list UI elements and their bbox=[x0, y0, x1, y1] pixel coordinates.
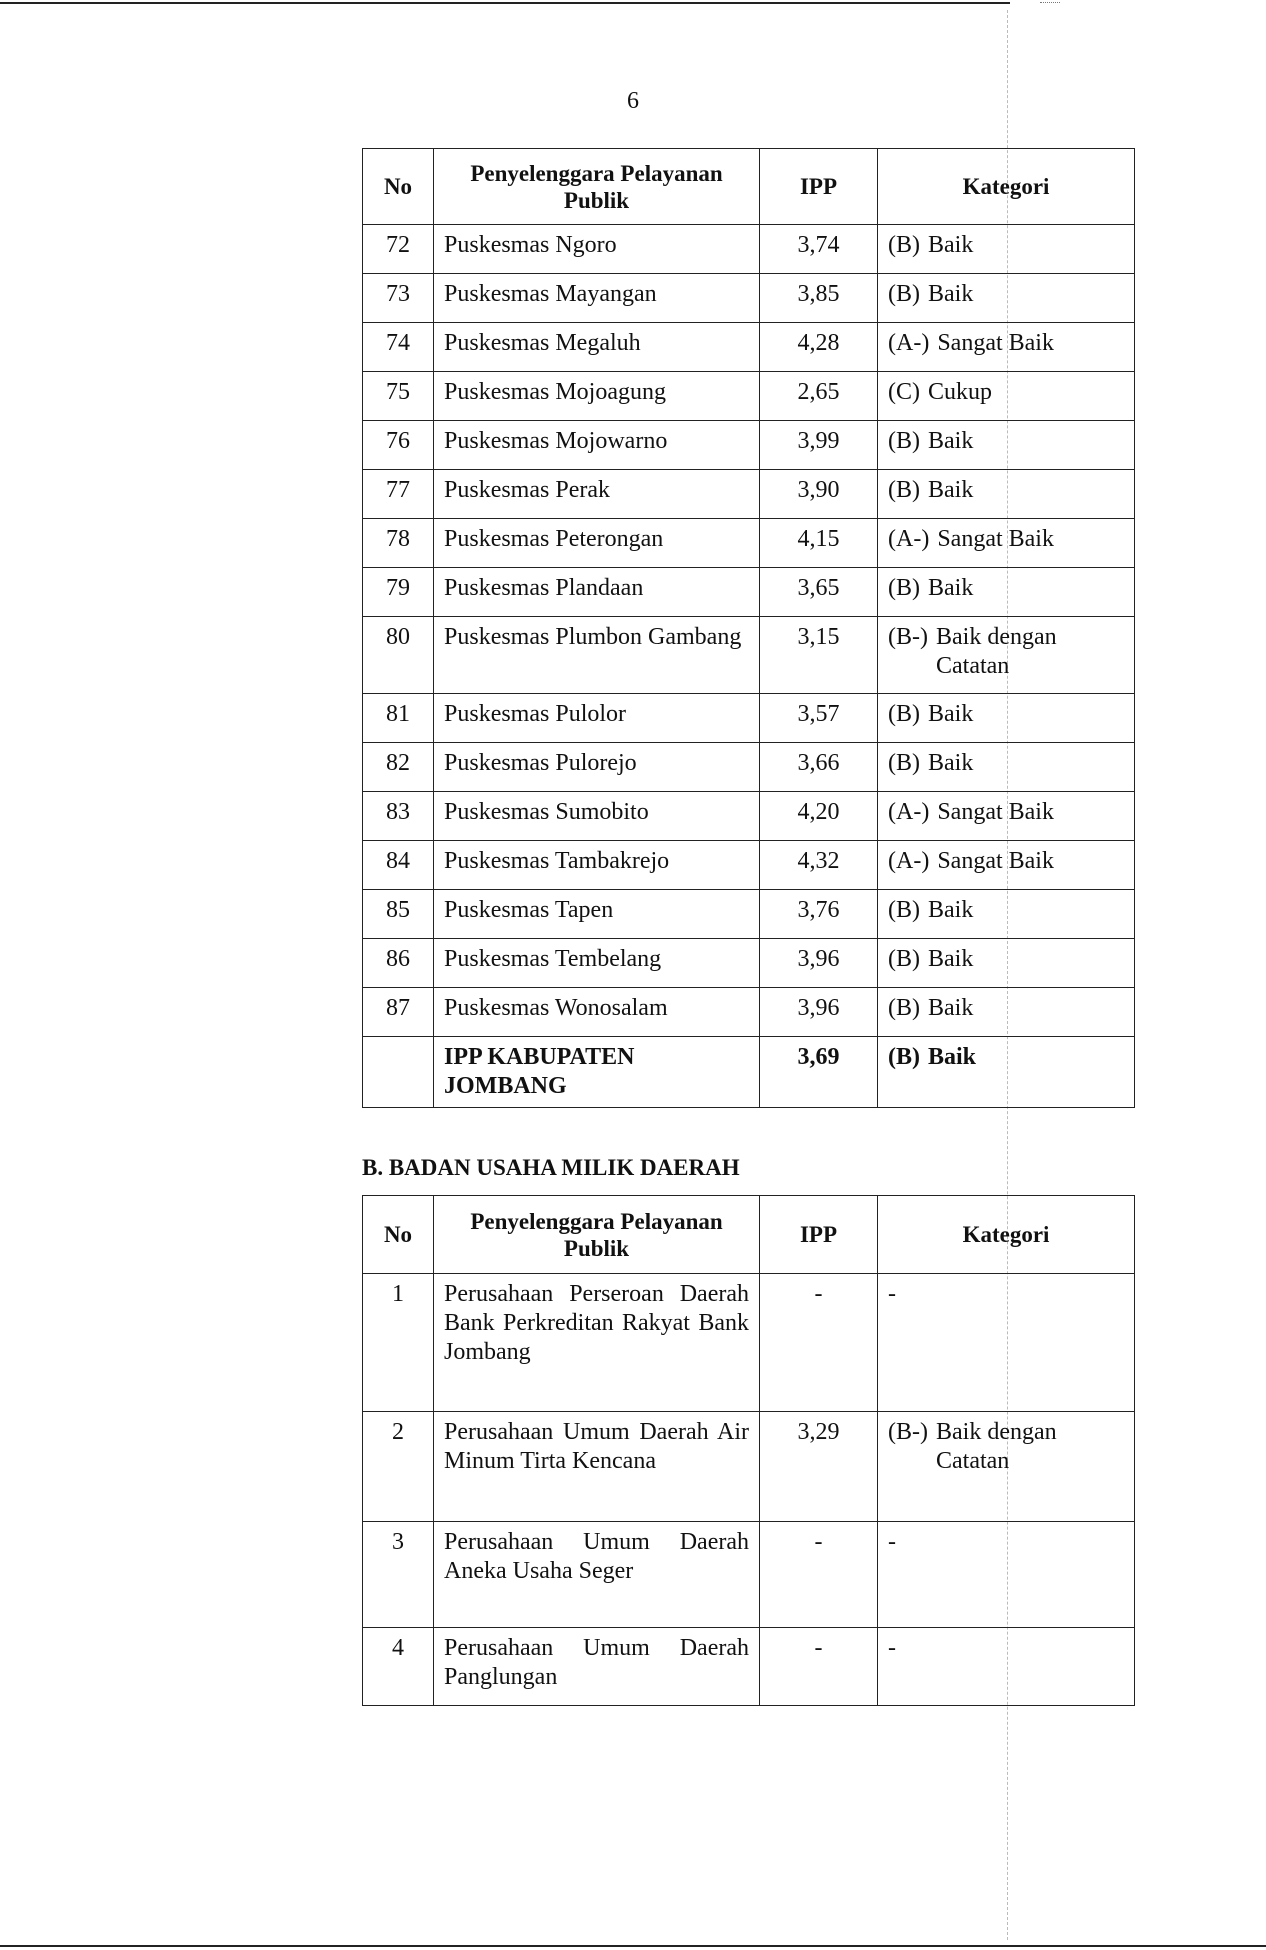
table-row bbox=[363, 988, 1135, 1037]
kategori-code: (B) bbox=[888, 701, 920, 727]
cell-no: 81 bbox=[363, 694, 434, 743]
cell-penyelenggara bbox=[434, 225, 760, 274]
cell-no: 87 bbox=[363, 988, 434, 1037]
cell-penyelenggara bbox=[434, 519, 760, 568]
kategori-label: Sangat Baik bbox=[937, 526, 1054, 552]
table-puskesmas bbox=[362, 148, 1135, 1108]
kategori-code: (B-) bbox=[888, 624, 928, 650]
top-rule bbox=[0, 2, 1010, 4]
cell-ipp: 3,15 bbox=[760, 617, 878, 694]
cell-kategori bbox=[878, 988, 1135, 1037]
kategori-code: (A-) bbox=[888, 799, 930, 825]
cell-penyelenggara bbox=[434, 841, 760, 890]
kategori-code: - bbox=[888, 1281, 896, 1307]
kategori-code: (B-) bbox=[888, 1419, 928, 1445]
kategori-wrap bbox=[888, 1280, 1124, 1309]
cell-kategori bbox=[878, 372, 1135, 421]
penyelenggara-text: Puskesmas Plumbon Gambang bbox=[444, 624, 742, 650]
kategori-code: (B) bbox=[888, 946, 920, 972]
penyelenggara-text: Puskesmas Plandaan bbox=[444, 575, 644, 601]
kategori-label: Baik bbox=[928, 575, 974, 601]
kategori-code: - bbox=[888, 1529, 896, 1555]
cell-no: 78 bbox=[363, 519, 434, 568]
cell-ipp: 3,99 bbox=[760, 421, 878, 470]
penyelenggara-text: Puskesmas Mayangan bbox=[444, 281, 657, 307]
penyelenggara-text: Puskesmas Mojoagung bbox=[444, 379, 666, 405]
table-row bbox=[363, 939, 1135, 988]
cell-ipp: 3,96 bbox=[760, 939, 878, 988]
table-row bbox=[363, 617, 1135, 694]
cell-kategori bbox=[878, 617, 1135, 694]
cell-ipp: 3,66 bbox=[760, 743, 878, 792]
cell-penyelenggara bbox=[434, 323, 760, 372]
cell-penyelenggara bbox=[434, 890, 760, 939]
cell-no: 74 bbox=[363, 323, 434, 372]
penyelenggara-text: Puskesmas Wonosalam bbox=[444, 995, 668, 1021]
total-row bbox=[363, 1037, 1135, 1108]
kategori-label: Sangat Baik bbox=[937, 848, 1054, 874]
cell-ipp: 3,74 bbox=[760, 225, 878, 274]
kategori-code: (A-) bbox=[888, 330, 930, 356]
cell-penyelenggara bbox=[434, 617, 760, 694]
penyelenggara-text: Puskesmas Pulolor bbox=[444, 701, 627, 727]
table-row bbox=[363, 568, 1135, 617]
cell-penyelenggara bbox=[434, 694, 760, 743]
kategori-code: (A-) bbox=[888, 848, 930, 874]
cell-ipp: 4,15 bbox=[760, 519, 878, 568]
penyelenggara-text: Puskesmas Sumobito bbox=[444, 799, 649, 825]
cell-no: 77 bbox=[363, 470, 434, 519]
cell-penyelenggara bbox=[434, 372, 760, 421]
kategori-wrap bbox=[888, 1528, 1124, 1557]
cell-no: 79 bbox=[363, 568, 434, 617]
kategori-code: (B) bbox=[888, 575, 920, 601]
table-row bbox=[363, 323, 1135, 372]
cell-no: 4 bbox=[363, 1628, 434, 1706]
header-ipp: IPP bbox=[760, 1196, 878, 1274]
kategori-code: (B) bbox=[888, 1044, 920, 1070]
penyelenggara-text: Puskesmas Megaluh bbox=[444, 330, 641, 356]
kategori-label: Cukup bbox=[928, 379, 993, 405]
cell-kategori bbox=[878, 225, 1135, 274]
cell-no: 73 bbox=[363, 274, 434, 323]
kategori-wrap bbox=[888, 1634, 1124, 1663]
cell-kategori bbox=[878, 890, 1135, 939]
cell-ipp: 3,57 bbox=[760, 694, 878, 743]
kategori-wrap bbox=[888, 700, 1124, 729]
penyelenggara-text: Puskesmas Tapen bbox=[444, 897, 614, 923]
kategori-label bbox=[944, 1280, 1124, 1309]
cell-no: 1 bbox=[363, 1274, 434, 1412]
cell-penyelenggara bbox=[434, 988, 760, 1037]
kategori-wrap bbox=[888, 378, 1124, 407]
cell-ipp: 2,65 bbox=[760, 372, 878, 421]
top-rule-dotted bbox=[1040, 2, 1060, 3]
kategori-wrap bbox=[888, 574, 1124, 603]
cell-no: 82 bbox=[363, 743, 434, 792]
table-row bbox=[363, 225, 1135, 274]
kategori-code: (B) bbox=[888, 428, 920, 454]
kategori-label: Baik bbox=[928, 897, 974, 923]
cell-ipp: - bbox=[760, 1628, 878, 1706]
kategori-wrap bbox=[888, 476, 1124, 505]
kategori-wrap bbox=[888, 994, 1124, 1023]
cell-ipp: 3,96 bbox=[760, 988, 878, 1037]
cell-ipp: 3,90 bbox=[760, 470, 878, 519]
cell-no: 80 bbox=[363, 617, 434, 694]
kategori-wrap bbox=[888, 749, 1124, 778]
kategori-code: (B) bbox=[888, 232, 920, 258]
kategori-label bbox=[944, 1528, 1124, 1557]
table-row bbox=[363, 1412, 1135, 1522]
table-row bbox=[363, 1628, 1135, 1706]
cell-kategori bbox=[878, 274, 1135, 323]
header-kategori: Kategori bbox=[878, 1196, 1135, 1274]
kategori-wrap bbox=[888, 1043, 1124, 1072]
table-header-row bbox=[363, 1196, 1135, 1274]
kategori-label: Baik bbox=[928, 232, 974, 258]
kategori-label: Sangat Baik bbox=[937, 799, 1054, 825]
cell-kategori bbox=[878, 841, 1135, 890]
cell-no: 3 bbox=[363, 1522, 434, 1628]
kategori-wrap bbox=[888, 525, 1124, 554]
kategori-label: Baik dengan Catatan bbox=[935, 1419, 1057, 1474]
cell-no: 86 bbox=[363, 939, 434, 988]
cell-no bbox=[363, 1037, 434, 1108]
penyelenggara-text: Puskesmas Perak bbox=[444, 477, 610, 503]
penyelenggara-text: Puskesmas Ngoro bbox=[444, 232, 617, 258]
penyelenggara-text: Puskesmas Mojowarno bbox=[444, 428, 668, 454]
cell-penyelenggara bbox=[434, 1274, 760, 1412]
table-row bbox=[363, 519, 1135, 568]
table-row bbox=[363, 890, 1135, 939]
penyelenggara-text: Perusahaan Umum Daerah Panglungan bbox=[444, 1635, 749, 1690]
kategori-wrap bbox=[888, 427, 1124, 456]
kategori-label: Baik bbox=[928, 1044, 977, 1070]
kategori-code: (B) bbox=[888, 750, 920, 776]
cell-kategori bbox=[878, 519, 1135, 568]
kategori-label: Baik bbox=[928, 281, 974, 307]
cell-ipp: 4,28 bbox=[760, 323, 878, 372]
cell-penyelenggara bbox=[434, 1037, 760, 1108]
kategori-wrap bbox=[888, 896, 1124, 925]
cell-ipp: - bbox=[760, 1274, 878, 1412]
table-row bbox=[363, 694, 1135, 743]
kategori-code: (A-) bbox=[888, 526, 930, 552]
cell-penyelenggara bbox=[434, 421, 760, 470]
kategori-wrap bbox=[888, 329, 1124, 358]
penyelenggara-text: Perusahaan Umum Daerah Air Minum Tirta Kencana bbox=[444, 1419, 749, 1474]
cell-ipp: 3,76 bbox=[760, 890, 878, 939]
kategori-label: Baik bbox=[928, 995, 974, 1021]
header-penyelenggara: Penyelenggara Pelayanan Publik bbox=[434, 149, 760, 225]
cell-ipp: 3,85 bbox=[760, 274, 878, 323]
table-header-row bbox=[363, 149, 1135, 225]
cell-penyelenggara bbox=[434, 1522, 760, 1628]
kategori-label: Baik bbox=[928, 750, 974, 776]
cell-penyelenggara bbox=[434, 1412, 760, 1522]
kategori-code: (B) bbox=[888, 281, 920, 307]
cell-penyelenggara bbox=[434, 274, 760, 323]
table-row bbox=[363, 470, 1135, 519]
cell-kategori bbox=[878, 470, 1135, 519]
cell-no: 83 bbox=[363, 792, 434, 841]
cell-penyelenggara bbox=[434, 939, 760, 988]
header-penyelenggara: Penyelenggara Pelayanan Publik bbox=[434, 1196, 760, 1274]
page-number: 6 bbox=[627, 88, 639, 114]
section-b-title: B. BADAN USAHA MILIK DAERAH bbox=[362, 1155, 740, 1180]
header-no: No bbox=[363, 149, 434, 225]
kategori-label: Sangat Baik bbox=[937, 330, 1054, 356]
kategori-label: Baik bbox=[928, 428, 974, 454]
cell-ipp: 3,65 bbox=[760, 568, 878, 617]
penyelenggara-text: Puskesmas Tambakrejo bbox=[444, 848, 670, 874]
cell-kategori bbox=[878, 1274, 1135, 1412]
cell-penyelenggara bbox=[434, 1628, 760, 1706]
cell-kategori bbox=[878, 1628, 1135, 1706]
table-bumd bbox=[362, 1195, 1135, 1706]
cell-kategori bbox=[878, 1412, 1135, 1522]
header-ipp: IPP bbox=[760, 149, 878, 225]
table-row bbox=[363, 792, 1135, 841]
kategori-label bbox=[944, 1634, 1124, 1663]
kategori-code: (B) bbox=[888, 995, 920, 1021]
kategori-wrap bbox=[888, 623, 1124, 681]
bottom-rule bbox=[0, 1945, 1266, 1947]
kategori-code: - bbox=[888, 1635, 896, 1661]
kategori-code: (C) bbox=[888, 379, 920, 405]
cell-penyelenggara bbox=[434, 743, 760, 792]
kategori-wrap bbox=[888, 945, 1124, 974]
kategori-wrap bbox=[888, 847, 1124, 876]
cell-penyelenggara bbox=[434, 792, 760, 841]
cell-kategori bbox=[878, 421, 1135, 470]
cell-penyelenggara bbox=[434, 568, 760, 617]
kategori-wrap bbox=[888, 280, 1124, 309]
kategori-label: Baik dengan Catatan bbox=[935, 624, 1057, 679]
header-no: No bbox=[363, 1196, 434, 1274]
cell-kategori bbox=[878, 743, 1135, 792]
kategori-label: Baik bbox=[928, 701, 974, 727]
cell-kategori bbox=[878, 694, 1135, 743]
cell-ipp: 4,32 bbox=[760, 841, 878, 890]
penyelenggara-text: Puskesmas Peterongan bbox=[444, 526, 664, 552]
cell-no: 75 bbox=[363, 372, 434, 421]
cell-ipp: - bbox=[760, 1522, 878, 1628]
kategori-label: Baik bbox=[928, 477, 974, 503]
table-row bbox=[363, 743, 1135, 792]
kategori-code: (B) bbox=[888, 477, 920, 503]
penyelenggara-text: Puskesmas Tembelang bbox=[444, 946, 662, 972]
table-row bbox=[363, 1522, 1135, 1628]
cell-ipp: 3,69 bbox=[760, 1037, 878, 1108]
penyelenggara-text: IPP KABUPATEN JOMBANG bbox=[444, 1044, 635, 1099]
table-row bbox=[363, 421, 1135, 470]
table-row bbox=[363, 841, 1135, 890]
kategori-label: Baik bbox=[928, 946, 974, 972]
table-row bbox=[363, 372, 1135, 421]
cell-no: 84 bbox=[363, 841, 434, 890]
cell-kategori bbox=[878, 792, 1135, 841]
cell-kategori bbox=[878, 1522, 1135, 1628]
kategori-wrap bbox=[888, 798, 1124, 827]
cell-ipp: 3,29 bbox=[760, 1412, 878, 1522]
penyelenggara-text: Perusahaan Perseroan Daerah Bank Perkreditan Rakyat Bank Jombang bbox=[444, 1281, 749, 1365]
cell-penyelenggara bbox=[434, 470, 760, 519]
penyelenggara-text: Perusahaan Umum Daerah Aneka Usaha Seger bbox=[444, 1529, 749, 1584]
cell-no: 76 bbox=[363, 421, 434, 470]
cell-kategori bbox=[878, 323, 1135, 372]
kategori-code: (B) bbox=[888, 897, 920, 923]
cell-ipp: 4,20 bbox=[760, 792, 878, 841]
cell-no: 2 bbox=[363, 1412, 434, 1522]
kategori-wrap bbox=[888, 231, 1124, 260]
header-kategori: Kategori bbox=[878, 149, 1135, 225]
cell-no: 72 bbox=[363, 225, 434, 274]
cell-kategori bbox=[878, 568, 1135, 617]
kategori-wrap bbox=[888, 1418, 1124, 1476]
table-row bbox=[363, 274, 1135, 323]
cell-kategori bbox=[878, 1037, 1135, 1108]
table-row bbox=[363, 1274, 1135, 1412]
cell-kategori bbox=[878, 939, 1135, 988]
penyelenggara-text: Puskesmas Pulorejo bbox=[444, 750, 637, 776]
cell-no: 85 bbox=[363, 890, 434, 939]
